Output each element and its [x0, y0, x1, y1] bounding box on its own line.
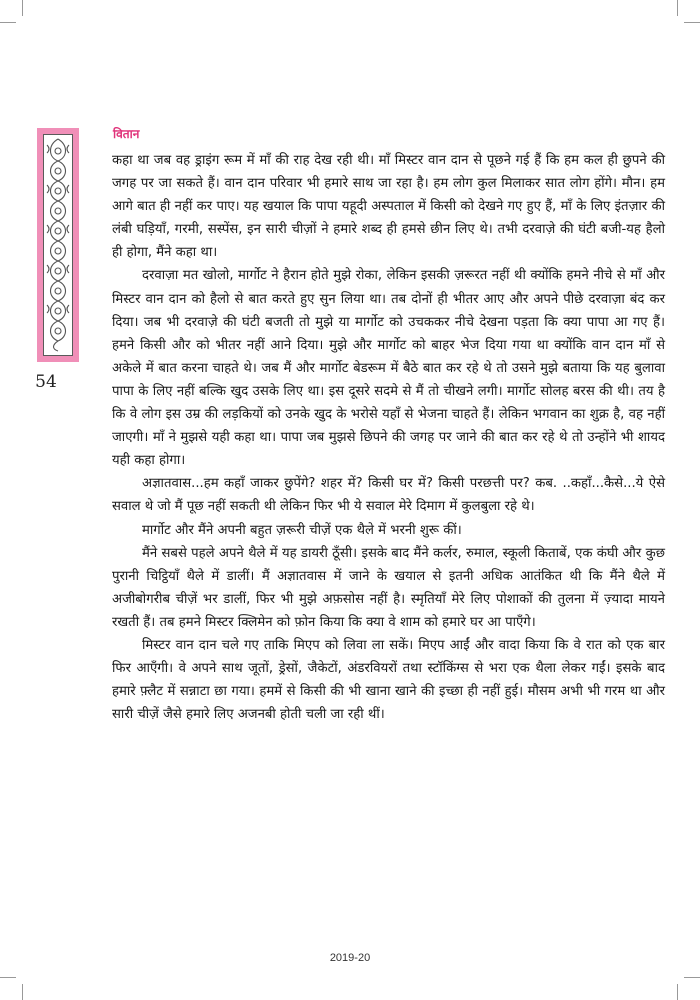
ornamental-border: [37, 128, 79, 362]
section-label: वितान: [113, 127, 140, 141]
paragraph: कहा था जब वह ड्राइंग रूम में माँ की राह देख रही थी। माँ मिस्टर वान दान से पूछने गई हैं कि हम कल ही छुपने की जगह पर जा सकते हैं। वान दान परिवार भी हमारे साथ जा रहा है। हम लोग कुल मिलाकर सात लोग होंगे। मौन। हम आगे बात ही नहीं कर पाए। यह खयाल कि पापा यहूदी अस्पताल में किसी को देखने गए हुए हैं, माँ के लिए इंतज़ार की लंबी घड़ियाँ, गरमी, सस्पेंस, इन सारी चीज़ों ने हमारे शब्द ही हमसे छीन लिए थे। तभी दरवाज़े की घंटी बजी-यह हैलो ही होगा, मैंने कहा था।: [112, 153, 665, 261]
page-number: 54: [35, 372, 57, 392]
crop-mark: [0, 22, 16, 23]
crop-mark: [677, 0, 678, 16]
footer-year: 2019-20: [329, 952, 371, 964]
crop-mark: [22, 984, 23, 1000]
body-text: [112, 149, 665, 726]
paragraph: अज्ञातवास...हम कहाँ जाकर छुपेंगे? शहर में? किसी घर में? किसी परछत्ती पर? कब. ..कहाँ...कैसे...ये ऐसे सवाल थे जो मैं पूछ नहीं सकती थी लेकिन फिर भी ये सवाल मेरे दिमाग में कुलबुला रहे थे।: [112, 476, 665, 515]
paragraph: मिस्टर वान दान चले गए ताकि मिएप को लिवा ला सकें। मिएप आईं और वादा किया कि वे रात को एक बार फिर आएँगी। वे अपने साथ जूतों, ड्रेसों, जैकेटों, अंडरवियरों तथा स्टॉकिंग्स से भरा एक थैला लेकर गईं। इसके बाद हमारे फ़्लैट में सन्नाटा छा गया। हममें से किसी की भी खाना खाने की इच्छा ही नहीं हुई। मौसम अभी भी गरम था और सारी चीज़ें जैसे हमारे लिए अजनबी होती चली जा रही थीं।: [112, 637, 665, 723]
paragraph: मार्गोट और मैंने अपनी बहुत ज़रूरी चीज़ें एक थैले में भरनी शुरू कीं।: [142, 522, 462, 538]
crop-mark: [677, 984, 678, 1000]
crop-mark: [684, 22, 700, 23]
ornament-panel: [43, 134, 73, 356]
scroll-ornament-icon: [44, 135, 72, 355]
crop-mark: [22, 0, 23, 16]
paragraph: मैंने सबसे पहले अपने थैले में यह डायरी ठूँसी। इसके बाद मैंने कर्लर, रुमाल, स्कूली किताबें, एक कंघी और कुछ पुरानी चिट्ठियाँ थैले में डालीं। मैं अज्ञातवास में जाने के खयाल से इतनी अधिक आतंकित थी कि मैंने थैले में अजीबोगरीब चीज़ें भर डालीं, फिर भी मुझे अफ़सोस नहीं है। स्मृतियाँ मेरे लिए पोशाकों की तुलना में ज़्यादा मायने रखती हैं। तब हमने मिस्टर क्लिमेन को फ़ोन किया कि क्या वे शाम को हमारे घर आ पाएँगे।: [112, 545, 665, 630]
crop-mark: [684, 977, 700, 978]
crop-mark: [0, 977, 16, 978]
paragraph: दरवाज़ा मत खोलो, मार्गोट ने हैरान होते मुझे रोका, लेकिन इसकी ज़रूरत नहीं थी क्योंकि हमने नीचे से माँ और मिस्टर वान दान को हैलो से बात करते हुए सुन लिया था। तब दोनों ही भीतर आए और अपने पीछे दरवाज़ा बंद कर दिया। जब भी दरवाज़े की घंटी बजती तो मुझे या मार्गोट को उचककर नीचे देखना पड़ता कि क्या पापा आ गए हैं। हमने किसी और को भीतर नहीं आने दिया। मुझे और मार्गोट को बाहर भेज दिया गया था क्योंकि वान दान माँ से अकेले में बात करना चाहते थे। जब मैं और मार्गोट बेडरूम में बैठे बात कर रहे थे तो उसने मुझे बताया कि यह बुलावा पापा के लिए नहीं बल्कि खुद उसके लिए था। इस दूसरे सदमे से मैं तो चीखने लगी। मार्गोट सोलह बरस की थी। तय है कि वे लोग इस उम्र की लड़कियों को उनके खुद के भरोसे यहाँ से भेजना चाहते हैं। लेकिन भगवान का शुक्र है, वह नहीं जाएगी। माँ ने मुझसे यही कहा था। पापा जब मुझसे छिपने की जगह पर जाने की बात कर रहे थे तो उन्होंने भी शायद यही कहा होगा।: [112, 268, 665, 469]
